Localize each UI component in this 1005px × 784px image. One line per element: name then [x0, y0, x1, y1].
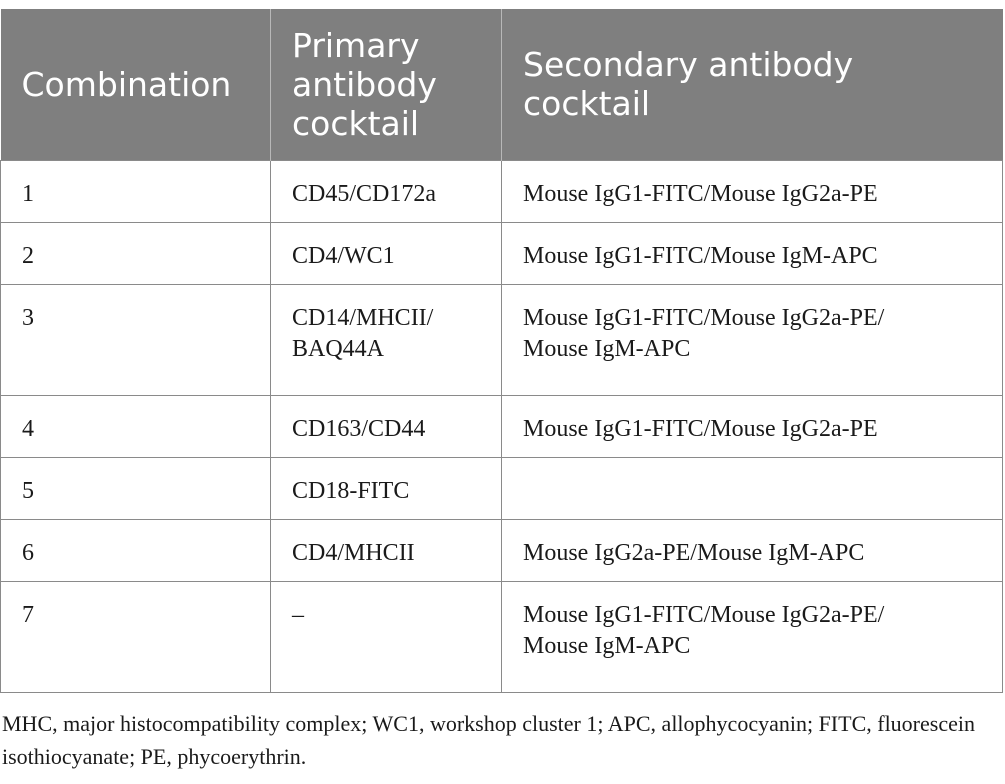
table-header	[1, 9, 1003, 160]
combination-cell: 6	[1, 519, 271, 581]
primary-cocktail-cell: –	[271, 581, 502, 692]
secondary-cocktail-cell: Mouse IgG1-FITC/Mouse IgG2a-PE/ Mouse IgM-APC	[502, 581, 1003, 692]
secondary-cocktail-cell	[502, 457, 1003, 519]
combination-cell: 2	[1, 222, 271, 284]
table-row	[1, 284, 1003, 395]
table-footnote: MHC, major histocompatibility complex; WC1, workshop cluster 1; APC, allophycocyanin; FITC, fluorescein isothiocyanate; PE, phycoerythrin.	[2, 711, 975, 769]
header-row	[1, 9, 1003, 160]
combination-cell: 7	[1, 581, 271, 692]
secondary-cocktail-cell: Mouse IgG1-FITC/Mouse IgG2a-PE	[502, 395, 1003, 457]
table-body	[1, 160, 1003, 692]
primary-cocktail-cell: CD163/CD44	[271, 395, 502, 457]
table-row	[1, 395, 1003, 457]
antibody-combination-table	[0, 9, 1003, 693]
combination-cell: 3	[1, 284, 271, 395]
primary-cocktail-cell: CD14/MHCII/ BAQ44A	[271, 284, 502, 395]
primary-cocktail-cell: CD45/CD172a	[271, 160, 502, 222]
column-header-primary-antibody-cocktail: Primary antibody cocktail	[271, 9, 502, 160]
combination-cell: 4	[1, 395, 271, 457]
table-row	[1, 581, 1003, 692]
combination-cell: 1	[1, 160, 271, 222]
primary-cocktail-cell: CD4/MHCII	[271, 519, 502, 581]
column-header-secondary-antibody-cocktail: Secondary antibody cocktail	[523, 45, 854, 124]
table-row	[1, 160, 1003, 222]
table-row	[1, 457, 1003, 519]
table-row	[1, 519, 1003, 581]
column-header-combination: Combination	[1, 9, 271, 160]
combination-cell: 5	[1, 457, 271, 519]
secondary-cocktail-cell: Mouse IgG1-FITC/Mouse IgG2a-PE/ Mouse IgM-APC	[502, 284, 1003, 395]
primary-cocktail-cell: CD18-FITC	[271, 457, 502, 519]
secondary-cocktail-cell: Mouse IgG1-FITC/Mouse IgM-APC	[502, 222, 1003, 284]
secondary-cocktail-cell: Mouse IgG1-FITC/Mouse IgG2a-PE	[502, 160, 1003, 222]
secondary-cocktail-cell: Mouse IgG2a-PE/Mouse IgM-APC	[502, 519, 1003, 581]
primary-cocktail-cell: CD4/WC1	[271, 222, 502, 284]
table-row	[1, 222, 1003, 284]
